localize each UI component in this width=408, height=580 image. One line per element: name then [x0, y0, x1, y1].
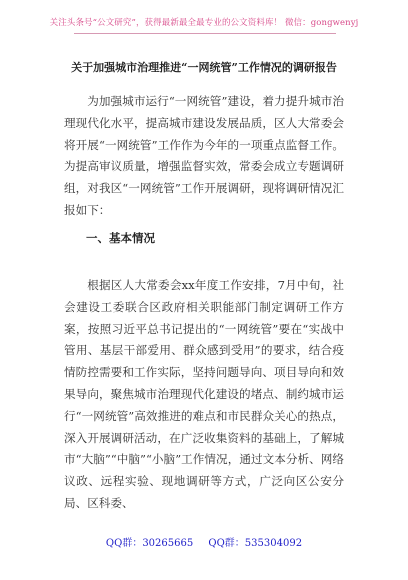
basic-paragraph: 根据区人大常委会xx年度工作安排，7月中旬，社会建设工委联合区政府相关职能部门制定调研工作方案，按照习近平总书记提出的“一网统管”要在“实战中管用、基层干部爱用、群众感到受用”的要求，结合疫情防控需要和工作实际，坚持问题导向、项目导向和效果导向，聚焦城市治理现代化建设的堵点、制约城市运行“一网统管”高效推进的难点和市民群众关心的热点，深入开展调研活动，在广泛收集资料的基础上，了解城市“大脑”“中脑”“小脑”工作情况，通过文本分析、网络议政、远程实验、现地调研等方式，广泛向区公安分局、区科委、 — [64, 278, 344, 510]
basic-section — [64, 275, 344, 515]
footer-contact — [0, 534, 408, 549]
promo-banner: 关注头条号“公文研究”，获得最新最全最专业的公文资料库！ 微信：gongwenyj — [49, 18, 359, 28]
section-heading-basic: 一、基本情况 — [86, 231, 155, 245]
qq-group-2: QQ群：535304092 — [208, 538, 303, 549]
intro-paragraph: 为加强城市运行“一网统管”建设，着力提升城市治理现代化水平，提高城市建设发展品质，区人大常委会将开展“一网统管”工作作为今年的一项重点监督工作。为提高审议质量，增强监督实效，常委会成立专题调研组，对我区“一网统管”工作开展调研，现将调研情况汇报如下： — [64, 94, 344, 217]
banner-divider — [74, 33, 336, 34]
document-title: 关于加强城市治理推进“一网统管”工作情况的调研报告 — [71, 61, 337, 74]
intro-section — [64, 91, 344, 222]
qq-group-1: QQ群：30265665 — [105, 538, 194, 549]
